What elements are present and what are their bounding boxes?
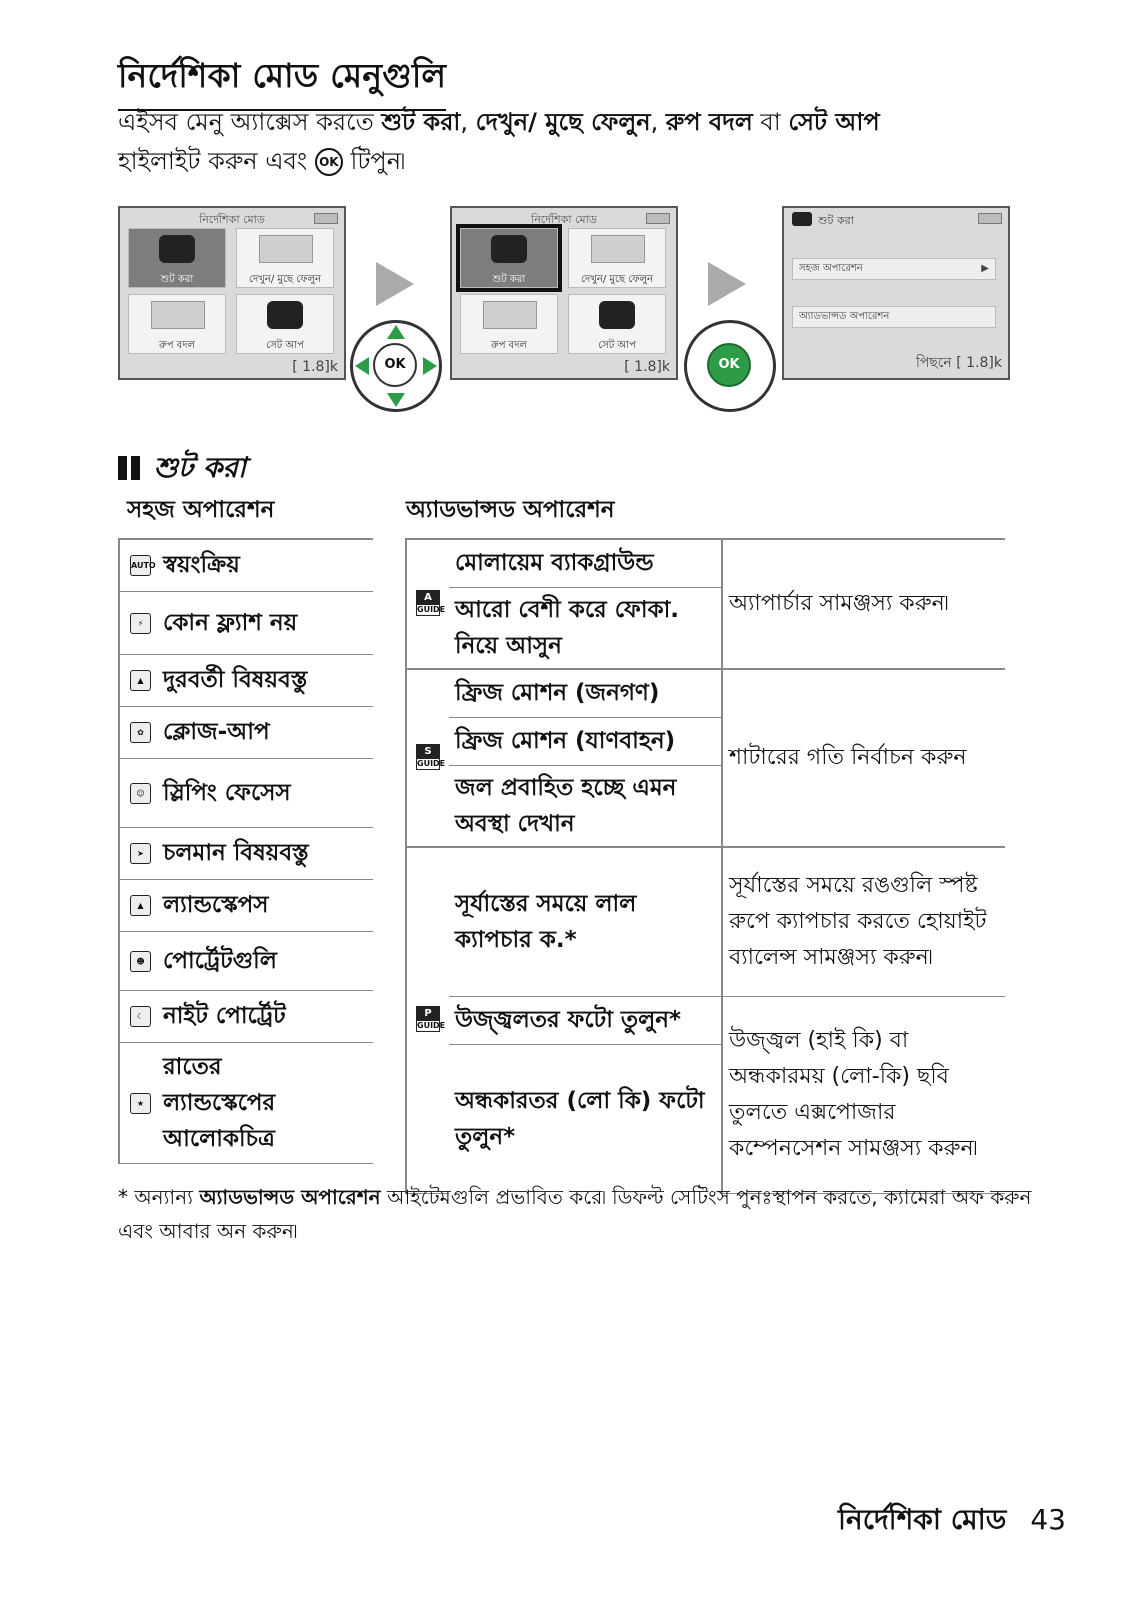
table-cell-desc: শাটারের গতি নির্বাচন করুন xyxy=(722,669,1005,847)
list-item: ☺ স্লিপিং ফেসেস xyxy=(119,759,373,828)
table-row: ফ্রিজ মোশন (জনগণ) xyxy=(449,669,722,718)
ok-press-icon: OK xyxy=(684,320,776,412)
ok-button-icon: OK xyxy=(315,148,343,176)
camera-back-icon xyxy=(599,301,635,329)
photos-icon xyxy=(259,235,313,263)
battery-icon xyxy=(646,213,670,224)
camera-icon xyxy=(159,235,195,263)
tile-view-delete: দেখুন/ মুছে ফেলুন xyxy=(236,228,334,288)
distant-subjects-icon: ▲ xyxy=(130,670,151,691)
photos-icon xyxy=(483,301,537,329)
easy-operation-table xyxy=(118,487,373,1164)
sleeping-faces-icon: ☺ xyxy=(130,783,151,804)
screen-guide-menu: নির্দেশিকা মোড শুট করা দেখুন/ মুছে ফেলুন রুপ বদল সেট আপ [ 1.8]k xyxy=(118,206,346,380)
tile-setup: সেট আপ xyxy=(568,294,666,354)
list-item: ▲ দুরবর্তী বিষয়বস্তু xyxy=(119,655,373,707)
page-footer: নির্দেশিকা মোড 43 xyxy=(838,1503,1066,1536)
tile-retouch: রুপ বদল xyxy=(460,294,558,354)
multi-selector-icon: OK xyxy=(350,320,442,412)
mode-a-guide-icon: A GUIDE xyxy=(406,539,449,669)
list-item: ➤ চলমান বিষয়বস্তু xyxy=(119,828,373,880)
portrait-icon: ☻ xyxy=(130,951,151,972)
camera-icon xyxy=(491,235,527,263)
table-row: ফ্রিজ মোশন (যাণবাহন) xyxy=(449,718,722,766)
tile-view-delete: দেখুন/ মুছে ফেলুন xyxy=(568,228,666,288)
table-cell-desc: অ্যাপার্চার সামঞ্জস্য করুন৷ xyxy=(722,539,1005,669)
menu-row-easy: সহজ অপারেশন ▶ xyxy=(792,258,996,280)
list-item: ★রাতের ল্যান্ডস্কেপের আলোকচিত্র xyxy=(119,1043,373,1164)
auto-mode-icon: AUTO xyxy=(130,555,151,576)
night-landscape-icon: ★ xyxy=(130,1093,151,1114)
tile-retouch: রুপ বদল xyxy=(128,294,226,354)
photos-icon xyxy=(151,301,205,329)
table-row: সূর্যাস্তের সময়ে লাল ক্যাপচার ক.* xyxy=(449,847,722,997)
moving-subjects-icon: ➤ xyxy=(130,843,151,864)
list-item: AUTO স্বয়ংক্রিয় xyxy=(119,539,373,592)
battery-icon xyxy=(314,213,338,224)
battery-icon xyxy=(978,213,1002,224)
table-row: মোলায়েম ব্যাকগ্রাউন্ড xyxy=(449,539,722,588)
tile-shoot-selected: শুট করা xyxy=(460,228,558,288)
photos-icon xyxy=(591,235,645,263)
tile-shoot: শুট করা xyxy=(128,228,226,288)
arrow-right-icon xyxy=(708,262,746,306)
intro-text: এইসব মেনু অ্যাক্সেস করতে শুট করা, দেখুন/ মুছে ফেলুন, রুপ বদল বা সেট আপ হাইলাইট করুন এবং OK টিপুন৷ xyxy=(118,108,880,175)
camera-back-icon xyxy=(267,301,303,329)
arrow-right-icon xyxy=(376,262,414,306)
mode-p-guide-icon: P GUIDE xyxy=(406,847,449,1193)
page-title: নির্দেশিকা মোড মেনুগুলি xyxy=(118,50,446,111)
no-flash-icon: ⚡ xyxy=(130,613,151,634)
camera-icon xyxy=(792,212,812,226)
advanced-operation-table xyxy=(405,487,1005,1194)
screen-shoot-menu: শুট করা সহজ অপারেশন ▶ অ্যাডভান্সড অপারেশন পিছনে [ 1.8]k xyxy=(782,206,1010,380)
mode-s-guide-icon: S GUIDE xyxy=(406,669,449,847)
list-item: ☻ পোর্ট্রেটগুলি xyxy=(119,932,373,991)
easy-header: সহজ অপারেশন xyxy=(119,487,373,539)
screen-guide-menu-selected: নির্দেশিকা মোড শুট করা দেখুন/ মুছে ফেলুন রুপ বদল সেট আপ [ 1.8]k xyxy=(450,206,678,380)
table-cell-desc: উজ্জ্বল (হাই কি) বা অন্ধকারময় (লো-কি) ছবি তুলতে এক্সপোজার কম্পেনসেশন সামঞ্জস্য করুন৷ xyxy=(722,997,1005,1194)
list-item: ✿ ক্লোজ-আপ xyxy=(119,707,373,759)
footnote: * অন্যান্য অ্যাডভান্সড অপারেশন আইটেমগুলি প্রভাবিত করে৷ ডিফল্ট সেটিংস পুনঃস্থাপন করতে, ক্যামেরা অফ করুন এবং আবার অন করুন৷ xyxy=(118,1185,1032,1243)
landscape-icon: ▲ xyxy=(130,895,151,916)
list-item: ⚡ কোন ফ্ল্যাশ নয় xyxy=(119,592,373,655)
page-number: 43 xyxy=(1030,1503,1066,1536)
section-title: শুট করা xyxy=(118,446,246,493)
list-item: ☾ নাইট পোর্ট্রেট xyxy=(119,991,373,1043)
table-row: জল প্রবাহিত হচ্ছে এমন অবস্থা দেখান xyxy=(449,766,722,848)
tile-setup: সেট আপ xyxy=(236,294,334,354)
night-portrait-icon: ☾ xyxy=(130,1006,151,1027)
table-row: উজ্জ্বলতর ফটো তুলুন* xyxy=(449,997,722,1045)
list-item: ▲ ল্যান্ডস্কেপস xyxy=(119,880,373,932)
table-cell-desc: সূর্যাস্তের সময়ে রঙগুলি স্পষ্ট রুপে ক্যাপচার করতে হোয়াইট ব্যালেন্স সামঞ্জস্য করুন৷ xyxy=(722,847,1005,997)
table-row: আরো বেশী করে ফোকা. নিয়ে আসুন xyxy=(449,588,722,670)
menu-row-advanced: অ্যাডভান্সড অপারেশন xyxy=(792,306,996,328)
close-up-icon: ✿ xyxy=(130,722,151,743)
table-row: অন্ধকারতর (লো কি) ফটো তুলুন* xyxy=(455,1088,705,1150)
advanced-header: অ্যাডভান্সড অপারেশন xyxy=(406,487,1005,539)
